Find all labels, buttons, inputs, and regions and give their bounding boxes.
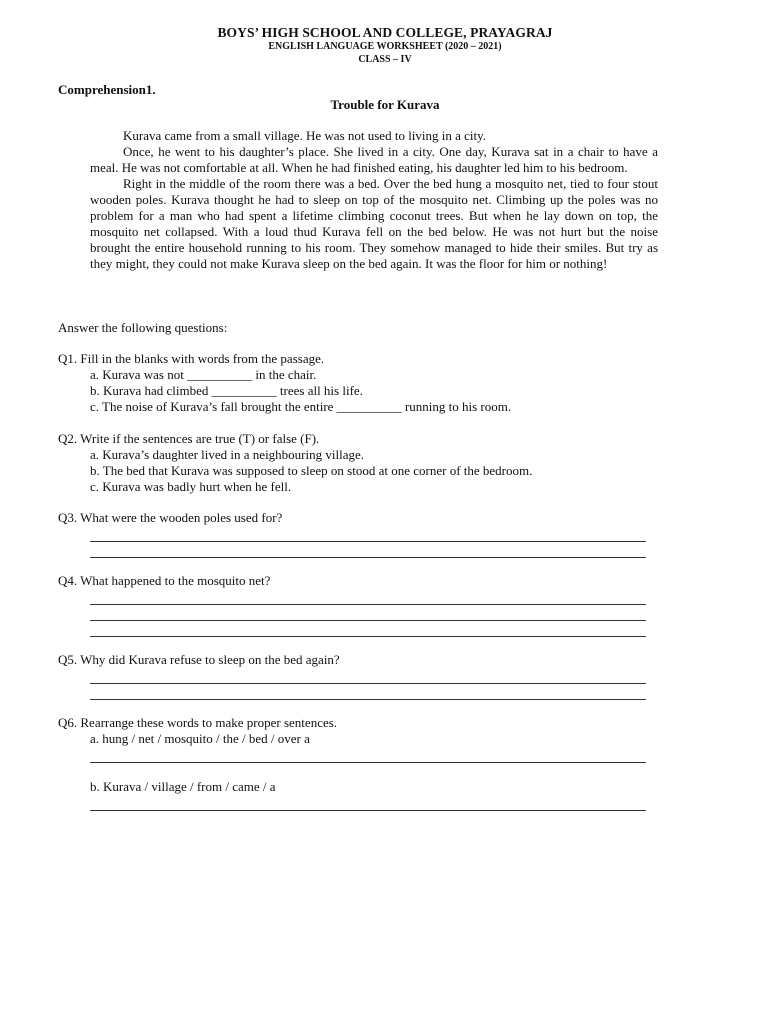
question-5-stem: Q5. Why did Kurava refuse to sleep on the bed again?: [58, 652, 340, 667]
answer-line[interactable]: [90, 684, 646, 700]
question-1-item-c: c. The noise of Kurava’s fall brought the entire __________ running to his room.: [90, 399, 512, 414]
question-4: [58, 573, 658, 637]
question-6-item-b: b. Kurava / village / from / came / a: [90, 779, 276, 794]
answer-line[interactable]: [90, 605, 646, 621]
school-name: BOYS’ HIGH SCHOOL AND COLLEGE, PRAYAGRAJ: [217, 25, 553, 40]
question-2-item-b: b. The bed that Kurava was supposed to sleep on stood at one corner of the bedroom.: [90, 463, 533, 478]
answer-line[interactable]: [90, 589, 646, 605]
question-2-stem: Q2. Write if the sentences are true (T) or false (F).: [58, 431, 320, 446]
question-5: [58, 652, 658, 700]
question-4-stem: Q4. What happened to the mosquito net?: [58, 573, 271, 588]
answer-line[interactable]: [90, 795, 646, 811]
comprehension-label: Comprehension1.: [58, 82, 156, 97]
question-2: [58, 431, 658, 495]
passage-paragraph: Right in the middle of the room there was a bed. Over the bed hung a mosquito net, tied to four stout wooden poles. Kurava thought he had to sleep on top of the mosquito net. Climbing up the poles was no problem for a man who had spent a lifetime climbing coconut trees. But when he lay down on top, the mosquito net collapsed. With a loud thud Kurava fell on the bed below. He was not hurt but the noise brought the entire household running to his room. They somehow managed to hide their smiles. But try as they might, they could not make Kurava sleep on the bed again. It was the floor for him or nothing!: [90, 176, 658, 271]
worksheet-header: [0, 25, 770, 66]
question-1-item-b: b. Kurava had climbed __________ trees all his life.: [90, 383, 363, 398]
question-1: [58, 351, 658, 415]
question-3: [58, 510, 658, 558]
question-6: [58, 715, 658, 811]
passage-paragraph: Once, he went to his daughter’s place. She lived in a city. One day, Kurava sat in a chair to have a meal. He was not comfortable at all. When he had finished eating, his daughter led him to his bedroom.: [90, 144, 658, 175]
worksheet-title: ENGLISH LANGUAGE WORKSHEET (2020 – 2021): [268, 41, 502, 52]
question-1-item-a: a. Kurava was not __________ in the chair.: [90, 367, 317, 382]
answer-line[interactable]: [90, 542, 646, 558]
question-3-stem: Q3. What were the wooden poles used for?: [58, 510, 283, 525]
question-6-stem: Q6. Rearrange these words to make proper sentences.: [58, 715, 338, 730]
answer-line[interactable]: [90, 668, 646, 684]
answer-line[interactable]: [90, 526, 646, 542]
question-6-item-a: a. hung / net / mosquito / the / bed / over a: [90, 731, 310, 746]
question-2-item-a: a. Kurava’s daughter lived in a neighbouring village.: [90, 447, 365, 462]
passage: [90, 128, 658, 272]
answer-instruction: Answer the following questions:: [58, 320, 228, 335]
class-label: CLASS – IV: [358, 54, 412, 65]
answer-line[interactable]: [90, 621, 646, 637]
passage-paragraph: Kurava came from a small village. He was not used to living in a city.: [123, 128, 487, 143]
question-2-item-c: c. Kurava was badly hurt when he fell.: [90, 479, 292, 494]
story-title: Trouble for Kurava: [330, 97, 440, 112]
answer-line[interactable]: [90, 747, 646, 763]
question-1-stem: Q1. Fill in the blanks with words from the passage.: [58, 351, 325, 366]
